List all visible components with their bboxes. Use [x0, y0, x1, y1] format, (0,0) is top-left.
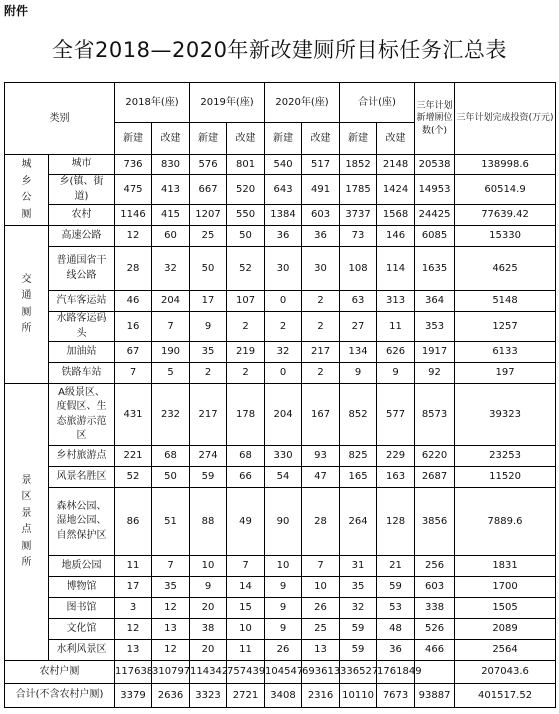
table-cell: 134 — [340, 342, 377, 363]
row-label: 乡村旅游点 — [49, 446, 115, 467]
rural-household-row — [5, 661, 556, 684]
table-cell: 38 — [190, 619, 227, 640]
table-cell: 7673 — [377, 684, 415, 708]
row-label: 图书馆 — [49, 598, 115, 619]
table-cell: 491 — [302, 175, 340, 205]
table-row — [5, 312, 556, 342]
table-cell: 13 — [302, 640, 340, 661]
row-label: 风景名胜区 — [49, 467, 115, 488]
table-cell: 1761849 — [377, 661, 415, 684]
table-cell: 27 — [340, 312, 377, 342]
table-cell: 7 — [302, 556, 340, 577]
table-cell: 353 — [415, 312, 455, 342]
header-2019: 2019年(座) — [190, 83, 265, 123]
row-label: 汽车客运站 — [49, 291, 115, 312]
header-plan-investment: 三年计划完成投资(万元) — [455, 83, 556, 155]
table-cell: 9 — [265, 619, 302, 640]
table-cell: 336527 — [340, 661, 377, 684]
table-cell: 108 — [340, 247, 377, 291]
table-cell: 46 — [115, 291, 152, 312]
table-cell: 667 — [190, 175, 227, 205]
header-plan-seats: 三年计划新增厕位数(个) — [415, 83, 455, 155]
table-cell: 2316 — [302, 684, 340, 708]
table-cell: 49 — [227, 488, 265, 556]
table-cell: 190 — [152, 342, 190, 363]
table-cell: 693613 — [302, 661, 340, 684]
table-cell: 2148 — [377, 155, 415, 175]
table-cell: 54 — [265, 467, 302, 488]
table-cell: 540 — [265, 155, 302, 175]
table-cell: 90 — [265, 488, 302, 556]
table-cell: 7889.6 — [455, 488, 556, 556]
group-label: 城乡公厕 — [21, 159, 32, 220]
header-2018: 2018年(座) — [115, 83, 190, 123]
table-cell: 59 — [377, 577, 415, 598]
table-cell: 7 — [115, 363, 152, 384]
table-cell: 207043.6 — [455, 661, 556, 684]
table-cell: 9 — [340, 363, 377, 384]
table-cell: 15 — [227, 598, 265, 619]
table-cell: 104547 — [265, 661, 302, 684]
table-cell: 2 — [265, 312, 302, 342]
table-cell: 88 — [190, 488, 227, 556]
table-cell: 12 — [152, 598, 190, 619]
table-cell: 204 — [265, 384, 302, 446]
group-scenic — [5, 384, 49, 661]
table-cell: 603 — [415, 577, 455, 598]
table-cell: 20 — [190, 640, 227, 661]
table-row — [5, 467, 556, 488]
row-label: 水利风景区 — [49, 640, 115, 661]
table-cell: 364 — [415, 291, 455, 312]
table-cell: 20 — [190, 598, 227, 619]
table-cell: 1831 — [455, 556, 556, 577]
table-cell: 10110 — [340, 684, 377, 708]
table-cell: 1917 — [415, 342, 455, 363]
table-cell: 7 — [152, 312, 190, 342]
table-row — [5, 175, 556, 205]
table-cell: 107 — [227, 291, 265, 312]
table-cell: 24425 — [415, 205, 455, 226]
table-cell: 217 — [190, 384, 227, 446]
table-cell: 11 — [227, 640, 265, 661]
header-rebuild: 改建 — [152, 123, 190, 155]
header-new: 新建 — [265, 123, 302, 155]
table-cell: 256 — [415, 556, 455, 577]
table-cell: 36 — [302, 226, 340, 247]
header-rebuild: 改建 — [227, 123, 265, 155]
grand-total-row — [5, 684, 556, 708]
row-label: 森林公园、湿地公园、自然保护区 — [49, 488, 115, 556]
table-cell: 36 — [377, 640, 415, 661]
table-row — [5, 640, 556, 661]
table-cell: 3856 — [415, 488, 455, 556]
table-row — [5, 226, 556, 247]
table-cell: 1852 — [340, 155, 377, 175]
table-cell: 25 — [190, 226, 227, 247]
table-cell: 17 — [190, 291, 227, 312]
table-row — [5, 363, 556, 384]
header-rebuild: 改建 — [302, 123, 340, 155]
table-cell: 520 — [227, 175, 265, 205]
table-cell: 36 — [265, 226, 302, 247]
table-cell: 9 — [377, 363, 415, 384]
table-cell: 21 — [377, 556, 415, 577]
table-cell: 274 — [190, 446, 227, 467]
group-urban-rural — [5, 155, 49, 226]
row-label: 水路客运码头 — [49, 312, 115, 342]
header-2020: 2020年(座) — [265, 83, 340, 123]
table-cell: 35 — [190, 342, 227, 363]
table-cell: 550 — [227, 205, 265, 226]
table-cell: 830 — [152, 155, 190, 175]
table-cell: 2636 — [152, 684, 190, 708]
table-cell: 68 — [152, 446, 190, 467]
table-cell: 165 — [340, 467, 377, 488]
table-cell: 1568 — [377, 205, 415, 226]
table-cell: 431 — [115, 384, 152, 446]
table-cell: 60 — [152, 226, 190, 247]
table-cell: 1384 — [265, 205, 302, 226]
row-label: 乡(镇、街道) — [49, 175, 115, 205]
table-cell: 26 — [302, 598, 340, 619]
table-row — [5, 155, 556, 175]
table-row — [5, 598, 556, 619]
header-row-years — [5, 83, 556, 123]
table-cell: 413 — [152, 175, 190, 205]
table-cell: 5148 — [455, 291, 556, 312]
target-task-table — [4, 82, 556, 708]
table-cell: 526 — [415, 619, 455, 640]
table-cell: 66 — [227, 467, 265, 488]
header-total: 合计(座) — [340, 83, 415, 123]
group-label: 交通厕所 — [21, 273, 32, 334]
table-cell: 14953 — [415, 175, 455, 205]
table-cell: 466 — [415, 640, 455, 661]
table-cell: 3 — [115, 598, 152, 619]
group-transport — [5, 226, 49, 384]
table-cell: 50 — [190, 247, 227, 291]
table-cell: 10 — [190, 556, 227, 577]
table-cell: 48 — [377, 619, 415, 640]
table-cell: 9 — [190, 577, 227, 598]
table-cell: 26 — [265, 640, 302, 661]
table-cell: 338 — [415, 598, 455, 619]
table-cell: 11 — [377, 312, 415, 342]
table-cell: 517 — [302, 155, 340, 175]
table-cell: 59 — [340, 640, 377, 661]
table-cell: 1207 — [190, 205, 227, 226]
table-cell: 221 — [115, 446, 152, 467]
table-cell: 757439 — [227, 661, 265, 684]
table-cell: 10 — [227, 619, 265, 640]
table-cell: 2721 — [227, 684, 265, 708]
table-cell: 1424 — [377, 175, 415, 205]
table-cell: 0 — [265, 291, 302, 312]
table-cell: 852 — [340, 384, 377, 446]
table-row — [5, 577, 556, 598]
row-label: 城市 — [49, 155, 115, 175]
table-cell: 1700 — [455, 577, 556, 598]
table-cell: 13 — [152, 619, 190, 640]
row-label: 博物馆 — [49, 577, 115, 598]
row-label: 地质公园 — [49, 556, 115, 577]
table-cell: 67 — [115, 342, 152, 363]
row-label: 农村户厕 — [5, 661, 115, 684]
table-cell: 577 — [377, 384, 415, 446]
table-cell: 59 — [340, 619, 377, 640]
table-cell: 163 — [377, 467, 415, 488]
header-new: 新建 — [115, 123, 152, 155]
table-cell: 128 — [377, 488, 415, 556]
row-label: 普通国省干线公路 — [49, 247, 115, 291]
table-cell: 93887 — [415, 684, 455, 708]
table-cell: 415 — [152, 205, 190, 226]
table-cell: 14 — [227, 577, 265, 598]
table-cell: 2 — [227, 312, 265, 342]
table-cell: 5 — [152, 363, 190, 384]
table-cell: 4625 — [455, 247, 556, 291]
table-cell: 603 — [302, 205, 340, 226]
table-cell: 47 — [302, 467, 340, 488]
table-cell: 12 — [115, 226, 152, 247]
attachment-label: 附件 — [4, 4, 29, 18]
table-cell: 6220 — [415, 446, 455, 467]
table-cell: 7 — [152, 556, 190, 577]
table-cell: 11520 — [455, 467, 556, 488]
table-cell: 330 — [265, 446, 302, 467]
table-row — [5, 446, 556, 467]
row-label: 铁路车站 — [49, 363, 115, 384]
table-row — [5, 619, 556, 640]
row-label: 加油站 — [49, 342, 115, 363]
table-cell: 7 — [227, 556, 265, 577]
table-cell: 77639.42 — [455, 205, 556, 226]
table-cell: 626 — [377, 342, 415, 363]
table-cell: 9 — [265, 577, 302, 598]
header-new: 新建 — [340, 123, 377, 155]
table-cell: 401517.52 — [455, 684, 556, 708]
table-cell: 32 — [152, 247, 190, 291]
table-cell: 229 — [377, 446, 415, 467]
table-cell: 31 — [340, 556, 377, 577]
table-row — [5, 384, 556, 446]
table-cell: 32 — [265, 342, 302, 363]
table-row — [5, 291, 556, 312]
table-cell: 93 — [302, 446, 340, 467]
row-label: 高速公路 — [49, 226, 115, 247]
table-cell: 68 — [227, 446, 265, 467]
table-cell: 86 — [115, 488, 152, 556]
table-cell: 197 — [455, 363, 556, 384]
header-category: 类别 — [5, 83, 115, 155]
header-rebuild: 改建 — [377, 123, 415, 155]
table-cell: 114 — [377, 247, 415, 291]
row-label: A级景区、度假区、生态旅游示范区 — [49, 384, 115, 446]
table-cell: 52 — [227, 247, 265, 291]
table-row — [5, 556, 556, 577]
table-cell: 2 — [227, 363, 265, 384]
table-cell: 35 — [340, 577, 377, 598]
page-title: 全省2018—2020年新改建厕所目标任务汇总表 — [52, 38, 507, 62]
table-cell: 1257 — [455, 312, 556, 342]
table-row — [5, 342, 556, 363]
table-cell: 3408 — [265, 684, 302, 708]
table-cell: 217 — [302, 342, 340, 363]
table-cell: 39323 — [455, 384, 556, 446]
table-cell: 3737 — [340, 205, 377, 226]
header-new: 新建 — [190, 123, 227, 155]
table-cell: 6133 — [455, 342, 556, 363]
table-cell: 28 — [302, 488, 340, 556]
table-cell: 52 — [115, 467, 152, 488]
table-cell: 204 — [152, 291, 190, 312]
table-cell: 219 — [227, 342, 265, 363]
table-cell: 17 — [115, 577, 152, 598]
table-cell: 6085 — [415, 226, 455, 247]
table-cell: 2 — [302, 363, 340, 384]
table-cell: 264 — [340, 488, 377, 556]
table-cell: 10 — [265, 556, 302, 577]
table-cell: 576 — [190, 155, 227, 175]
table-cell: 2564 — [455, 640, 556, 661]
table-cell: 30 — [302, 247, 340, 291]
row-label: 农村 — [49, 205, 115, 226]
table-cell: 12 — [115, 619, 152, 640]
table-cell: 12 — [152, 640, 190, 661]
table-cell: 643 — [265, 175, 302, 205]
table-cell: 2687 — [415, 467, 455, 488]
table-cell: 475 — [115, 175, 152, 205]
table-cell: 3323 — [190, 684, 227, 708]
table-cell: 30 — [265, 247, 302, 291]
table-cell: 232 — [152, 384, 190, 446]
table-cell: 15330 — [455, 226, 556, 247]
table-cell: 50 — [152, 467, 190, 488]
table-cell: 736 — [115, 155, 152, 175]
table-cell: 32 — [340, 598, 377, 619]
table-cell: 9 — [190, 312, 227, 342]
table-cell: 25 — [302, 619, 340, 640]
group-label: 景区景点厕所 — [21, 474, 32, 568]
table-cell: 10 — [302, 577, 340, 598]
table-cell: 20538 — [415, 155, 455, 175]
table-cell: 1785 — [340, 175, 377, 205]
table-cell: 35 — [152, 577, 190, 598]
table-cell: 3379 — [115, 684, 152, 708]
table-cell: 51 — [152, 488, 190, 556]
table-cell: 50 — [227, 226, 265, 247]
table-cell: 13 — [115, 640, 152, 661]
table-cell: 53 — [377, 598, 415, 619]
table-cell: 16 — [115, 312, 152, 342]
table-cell: 2 — [190, 363, 227, 384]
row-label: 文化馆 — [49, 619, 115, 640]
table-cell: 0 — [265, 363, 302, 384]
table-cell: 1505 — [455, 598, 556, 619]
table-cell: 310797 — [152, 661, 190, 684]
table-cell: 178 — [227, 384, 265, 446]
table-cell: 2089 — [455, 619, 556, 640]
table-cell: 313 — [377, 291, 415, 312]
table-cell: 117638 — [115, 661, 152, 684]
table-cell: 60514.9 — [455, 175, 556, 205]
table-cell: 801 — [227, 155, 265, 175]
table-cell: 114342 — [190, 661, 227, 684]
table-row — [5, 205, 556, 226]
table-cell: 63 — [340, 291, 377, 312]
row-label: 合计(不含农村户厕) — [5, 684, 115, 708]
table-cell: 11 — [115, 556, 152, 577]
table-cell: 59 — [190, 467, 227, 488]
table-cell: 73 — [340, 226, 377, 247]
table-cell: 1635 — [415, 247, 455, 291]
table-cell: 1146 — [115, 205, 152, 226]
table-cell: 9 — [265, 598, 302, 619]
table-cell: 2 — [302, 312, 340, 342]
table-cell: 23253 — [455, 446, 556, 467]
table-row — [5, 247, 556, 291]
table-cell: 825 — [340, 446, 377, 467]
table-cell: 8573 — [415, 384, 455, 446]
table-cell: 167 — [302, 384, 340, 446]
table-cell: 92 — [415, 363, 455, 384]
table-cell: 2 — [302, 291, 340, 312]
table-row — [5, 488, 556, 556]
table-cell: 28 — [115, 247, 152, 291]
table-cell: 146 — [377, 226, 415, 247]
table-cell: 138998.6 — [455, 155, 556, 175]
